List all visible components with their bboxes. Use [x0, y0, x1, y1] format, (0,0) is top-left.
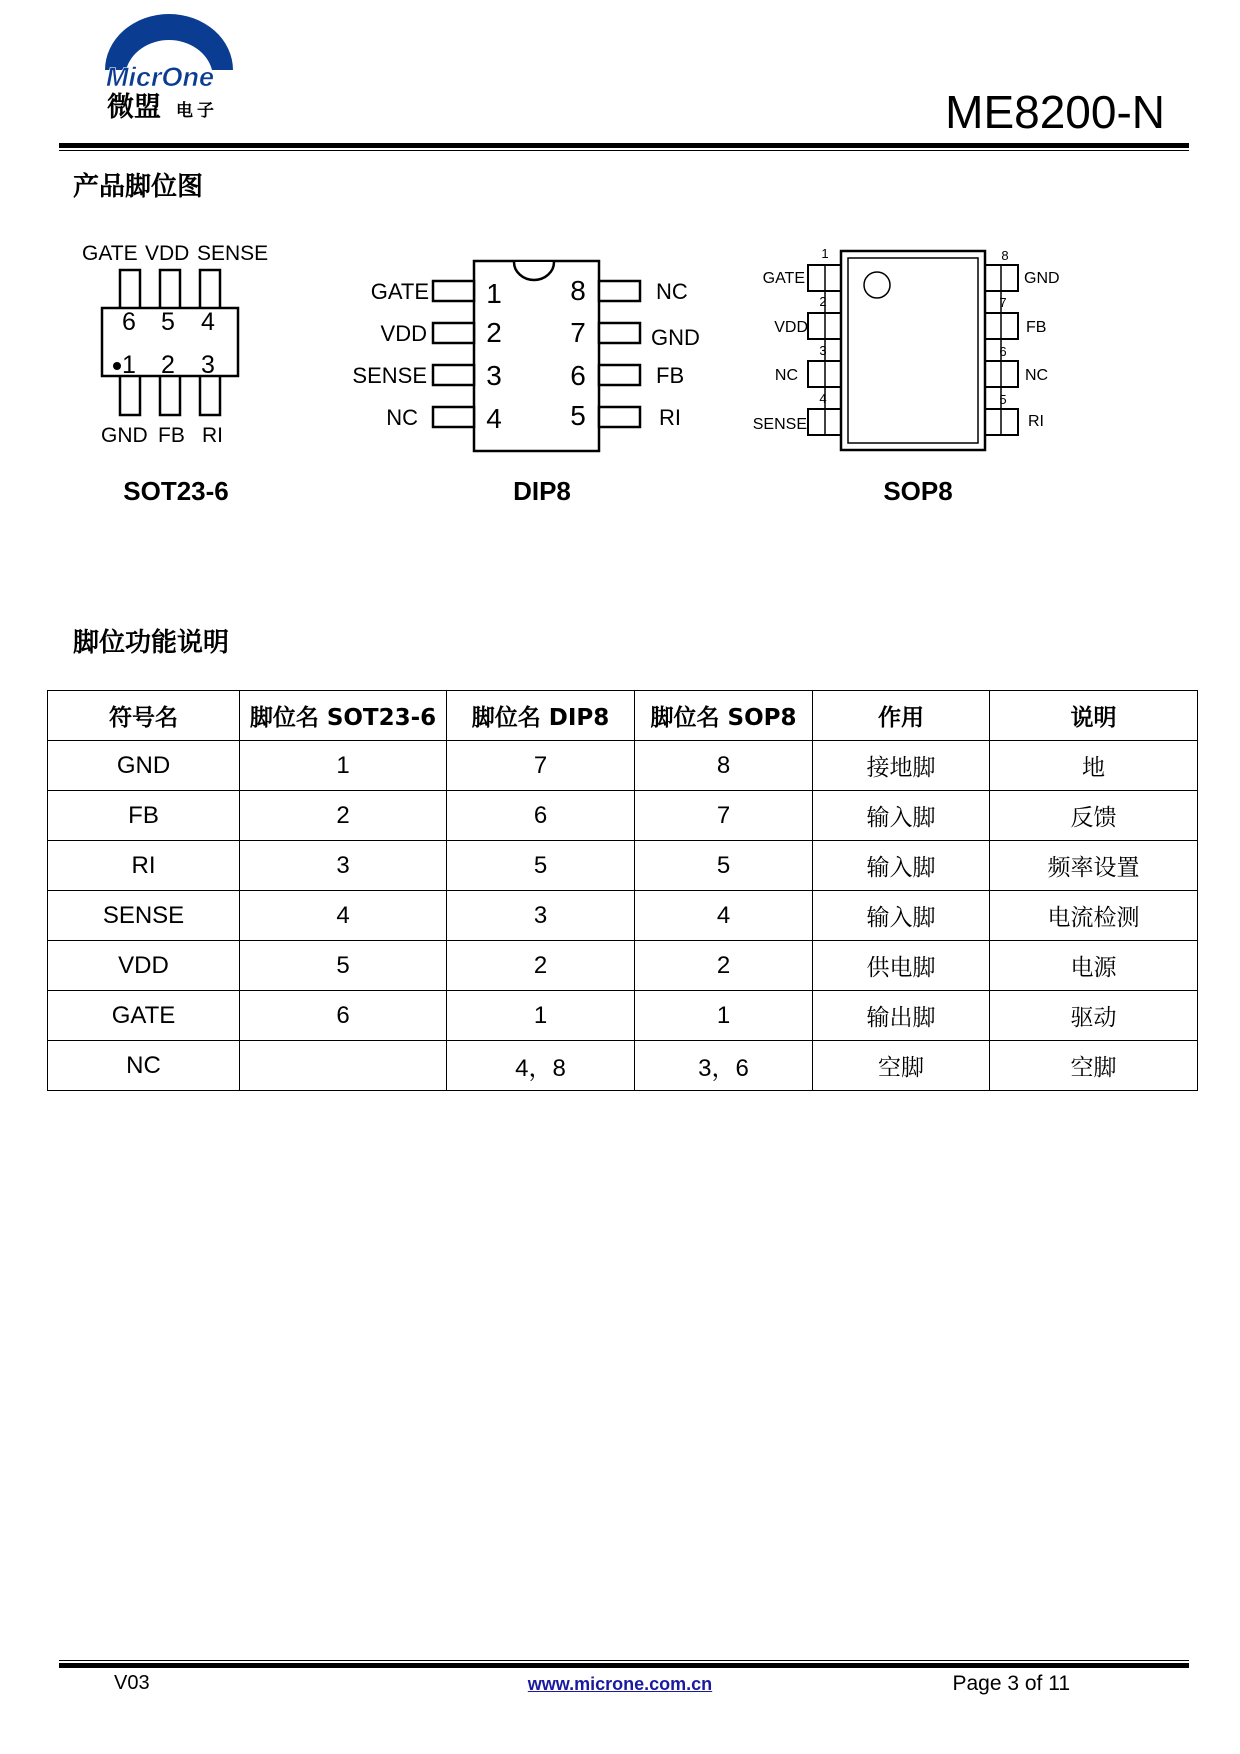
cell-description: 驱动 [990, 991, 1198, 1041]
cell-sop8: 7 [635, 791, 813, 841]
cell-symbol: NC [48, 1041, 240, 1091]
sot23-bottom-label-3: RI [202, 424, 223, 447]
sot23-bottom-label-2: FB [158, 424, 185, 447]
cell-dip8: 3 [447, 891, 635, 941]
column-header-description: 说明 [990, 691, 1198, 741]
sop8-label-fb: FB [1026, 319, 1047, 336]
sop8-pin-1: 1 [821, 246, 829, 261]
sot23-lead-5 [160, 270, 180, 310]
dip8-lead-5 [599, 407, 640, 427]
sot23-pin-6: 6 [122, 308, 136, 336]
sop8-pin-4: 4 [819, 391, 827, 406]
sot23-pin-2: 2 [161, 351, 175, 379]
column-header-sop8: 脚位名 SOP8 [635, 691, 813, 741]
dip8-lead-1 [433, 281, 474, 301]
footer-rule [59, 1663, 1189, 1668]
pin-function-table [47, 690, 1198, 1091]
logo-brand-en: MicrOne [106, 62, 215, 92]
cell-symbol: GND [48, 741, 240, 791]
sot23-pin-4: 4 [201, 308, 215, 336]
sot23-pin-5: 5 [161, 308, 175, 336]
sot23-top-label-2: VDD [145, 242, 190, 265]
column-header-role: 作用 [813, 691, 990, 741]
cell-sot23 [240, 1041, 447, 1091]
sop8-package-name: SOP8 [883, 476, 953, 506]
footer-version: V03 [114, 1672, 150, 1694]
dip8-label-sense: SENSE [352, 363, 427, 388]
section-title-pinout: 产品脚位图 [73, 172, 204, 202]
cell-sot23: 2 [240, 791, 447, 841]
cell-role: 输入脚 [813, 841, 990, 891]
dip8-pin-6: 6 [570, 360, 586, 391]
sop8-label-gate: GATE [762, 270, 805, 287]
sot23-diagram [82, 242, 268, 506]
part-number: ME8200-N [945, 86, 1165, 138]
dip8-lead-6 [599, 365, 640, 385]
table-row [48, 1041, 1198, 1091]
cell-symbol: RI [48, 841, 240, 891]
dip8-label-vdd: VDD [380, 321, 427, 346]
dip8-lead-2 [433, 323, 474, 343]
dip8-label-fb: FB [656, 363, 685, 388]
dip8-pin-8: 8 [570, 275, 586, 306]
cell-symbol: SENSE [48, 891, 240, 941]
cell-dip8: 5 [447, 841, 635, 891]
sop8-label-vdd: VDD [774, 319, 808, 336]
cell-role: 输入脚 [813, 791, 990, 841]
cell-symbol: GATE [48, 991, 240, 1041]
sop8-pin-7: 7 [999, 295, 1007, 310]
header-rule-thin [59, 150, 1189, 151]
cell-role: 输出脚 [813, 991, 990, 1041]
cell-description: 电流检测 [990, 891, 1198, 941]
sop8-label-ri: RI [1028, 413, 1044, 430]
column-header-dip8: 脚位名 DIP8 [447, 691, 635, 741]
cell-dip8: 4，8 [447, 1041, 635, 1091]
logo-graphic [100, 8, 240, 126]
cell-description: 空脚 [990, 1041, 1198, 1091]
sot23-lead-1 [120, 375, 140, 415]
dip8-pin-4: 4 [486, 403, 502, 434]
footer-page-number: Page 3 of 11 [952, 1672, 1070, 1695]
table-row [48, 891, 1198, 941]
table-row [48, 791, 1198, 841]
cell-description: 地 [990, 741, 1198, 791]
sot23-package-name: SOT23-6 [123, 476, 229, 506]
cell-sot23: 4 [240, 891, 447, 941]
sop8-pin-2: 2 [819, 294, 827, 309]
dip8-pin-5: 5 [570, 400, 586, 431]
sop8-label-nc-right: NC [1025, 367, 1049, 384]
sop8-label-sense: SENSE [752, 416, 807, 433]
column-header-sot23: 脚位名 SOT23-6 [240, 691, 447, 741]
dip8-lead-8 [599, 281, 640, 301]
cell-dip8: 7 [447, 741, 635, 791]
dip8-label-ri: RI [659, 405, 681, 430]
cell-description: 频率设置 [990, 841, 1198, 891]
cell-role: 供电脚 [813, 941, 990, 991]
sot23-top-label-3: SENSE [197, 242, 269, 265]
sot23-pin-3: 3 [201, 351, 215, 379]
sop8-pin-8: 8 [1001, 248, 1009, 263]
cell-sot23: 6 [240, 991, 447, 1041]
sot23-lead-4 [200, 270, 220, 310]
dip8-lead-3 [433, 365, 474, 385]
table-row [48, 841, 1198, 891]
table-row [48, 741, 1198, 791]
sop8-pin-3: 3 [819, 343, 827, 358]
company-logo [100, 8, 240, 126]
cell-dip8: 2 [447, 941, 635, 991]
dip8-pin-7: 7 [570, 317, 586, 348]
pinout-diagrams [0, 220, 1240, 520]
section-title-function: 脚位功能说明 [73, 628, 230, 658]
dip8-diagram [352, 261, 699, 506]
cell-role: 接地脚 [813, 741, 990, 791]
sop8-diagram [753, 246, 1060, 506]
dip8-package-name: DIP8 [513, 476, 571, 506]
sop8-pin-5: 5 [999, 392, 1007, 407]
cell-sop8: 4 [635, 891, 813, 941]
logo-brand-cn: 微盟 [107, 92, 161, 123]
cell-symbol: FB [48, 791, 240, 841]
sot23-lead-3 [200, 375, 220, 415]
cell-sop8: 2 [635, 941, 813, 991]
dip8-lead-7 [599, 323, 640, 343]
dip8-label-nc-left: NC [386, 405, 418, 430]
cell-dip8: 6 [447, 791, 635, 841]
cell-role: 输入脚 [813, 891, 990, 941]
dip8-pin-2: 2 [486, 317, 502, 348]
sot23-bottom-label-1: GND [101, 424, 148, 447]
cell-sop8: 3，6 [635, 1041, 813, 1091]
dip8-label-gnd: GND [651, 325, 700, 350]
cell-sot23: 5 [240, 941, 447, 991]
cell-description: 反馈 [990, 791, 1198, 841]
sot23-pin-1: 1 [122, 351, 136, 379]
dip8-label-gate: GATE [370, 279, 429, 304]
table-row [48, 991, 1198, 1041]
cell-sop8: 5 [635, 841, 813, 891]
sot23-lead-6 [120, 270, 140, 310]
cell-role: 空脚 [813, 1041, 990, 1091]
cell-dip8: 1 [447, 991, 635, 1041]
dip8-pin-1: 1 [486, 278, 502, 309]
dip8-label-nc-right: NC [656, 279, 688, 304]
sop8-label-gnd: GND [1024, 270, 1060, 287]
cell-symbol: VDD [48, 941, 240, 991]
footer-rule-thin [59, 1660, 1189, 1661]
cell-sop8: 1 [635, 991, 813, 1041]
column-header-symbol: 符号名 [48, 691, 240, 741]
sot23-top-label-1: GATE [82, 242, 138, 265]
sot23-pin1-dot [113, 362, 121, 370]
sot23-lead-2 [160, 375, 180, 415]
dip8-lead-4 [433, 407, 474, 427]
sop8-pin-6: 6 [999, 344, 1007, 359]
cell-sop8: 8 [635, 741, 813, 791]
footer-website-link[interactable]: www.microne.com.cn [527, 1674, 713, 1694]
table-row [48, 941, 1198, 991]
sop8-pin1-mark [864, 272, 890, 298]
dip8-pin-3: 3 [486, 360, 502, 391]
logo-brand-cn-suffix: 电子 [176, 101, 218, 121]
cell-sot23: 1 [240, 741, 447, 791]
cell-sot23: 3 [240, 841, 447, 891]
header-rule [59, 143, 1189, 148]
sop8-label-nc-left: NC [774, 367, 798, 384]
table-header-row [48, 691, 1198, 741]
cell-description: 电源 [990, 941, 1198, 991]
